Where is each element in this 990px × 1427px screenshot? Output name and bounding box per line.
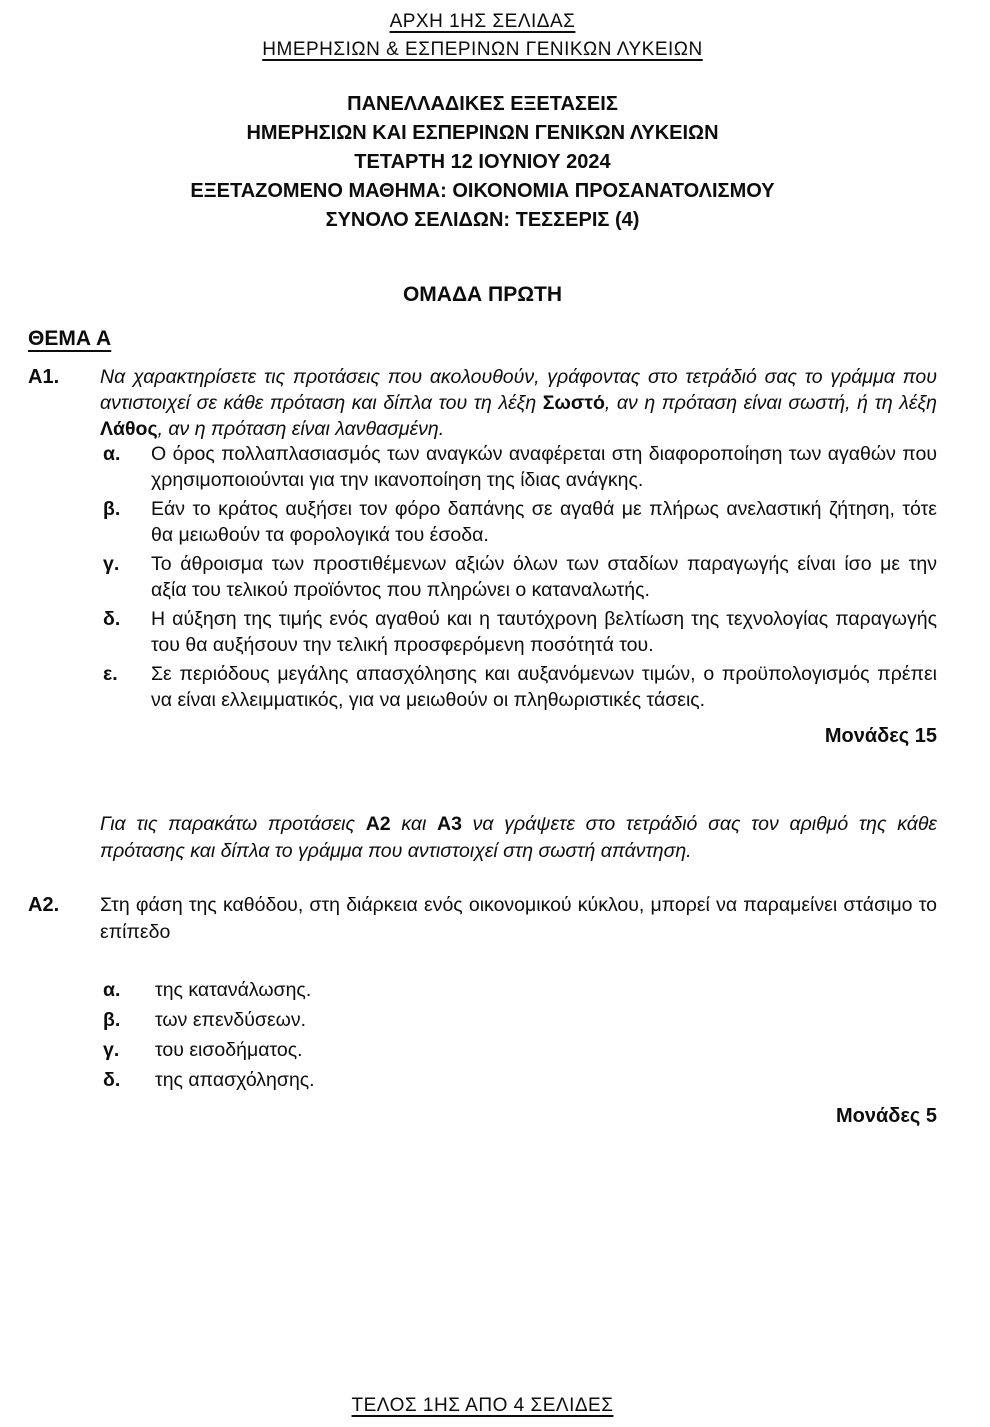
statement-d-marker: δ. [103,608,121,630]
option-b [103,1007,937,1033]
question-a1-body [100,364,937,717]
title-line-date: ΤΕΤΑΡΤΗ 12 ΙΟΥΝΙΟΥ 2024 [354,151,611,173]
option-c-marker: γ. [103,1039,120,1061]
page-footer: ΤΕΛΟΣ 1ΗΣ ΑΠΟ 4 ΣΕΛΙΔΕΣ [351,1395,614,1416]
option-c-text: του εισοδήματος. [155,1039,303,1061]
statement-e-marker: ε. [103,663,118,685]
word-lathos: Λάθος [100,418,158,440]
question-a1 [28,364,937,717]
option-d-marker: δ. [103,1069,121,1091]
word-sosto: Σωστό [542,392,605,414]
option-list [100,977,937,1097]
header-line-1: ΑΡΧΗ 1ΗΣ ΣΕΛΙΔΑΣ [389,11,576,32]
statement-a-text: Ο όρος πολλαπλασιασμός των αναγκών αναφέρεται στη διαφοροποίηση των αγαθών που χρησιμοποιούνται για την ικανοποίηση της ίδιας ανάγκης. [151,443,937,491]
theme-a-title: ΘΕΜΑ Α [28,327,112,350]
statement-c [103,552,937,603]
option-c [103,1037,937,1063]
points-a2: Μονάδες 5 [836,1105,937,1127]
question-a2-label: Α2. [28,894,60,916]
statement-a [103,442,937,493]
option-b-text: των επενδύσεων. [155,1009,307,1031]
question-a2 [28,892,937,946]
statement-a-marker: α. [103,443,121,465]
statement-b-text: Εάν το κράτος αυξήσει τον φόρο δαπάνης σε αγαθά με πλήρως ανελαστική ζήτηση, τότε θα μειωθούν τα φορολογικά του έσοδα. [151,498,937,546]
option-b-marker: β. [103,1009,121,1031]
question-a2-text: Στη φάση της καθόδου, στη διάρκεια ενός οικονομικού κύκλου, μπορεί να παραμείνει στάσιμο το επίπεδο [100,894,937,943]
title-line-pages: ΣΥΝΟΛΟ ΣΕΛΙΔΩΝ: ΤΕΣΣΕΡΙΣ (4) [325,209,640,231]
option-d [103,1067,937,1093]
option-d-text: της απασχόλησης. [155,1069,315,1091]
question-a1-label: Α1. [28,366,60,388]
statement-d [103,607,937,658]
statement-d-text: Η αύξηση της τιμής ενός αγαθού και η ταυτόχρονη βελτίωση της τεχνολογίας παραγωγής του θα αυξήσουν την τελική προσφερόμενη ποσότητά του. [151,608,937,656]
statement-e [103,662,937,713]
multiple-choice-instructions: Για τις παρακάτω προτάσεις Α2 και Α3 να γράψετε στο τετράδιό σας τον αριθμό της κάθε πρότασης και δίπλα το γράμμα που αντιστοιχεί στη σωστή απάντηση. [100,813,937,862]
exam-title-block [28,90,937,235]
question-a2-options-row [28,946,937,1097]
question-a1-intro: Να χαρακτηρίσετε τις προτάσεις που ακολουθούν, γράφοντας στο τετράδιό σας το γράμμα που αντιστοιχεί σε κάθε πρόταση και δίπλα του τη λέξη Σωστό, αν η πρόταση είναι σωστή, ή τη λέξη Λάθος, αν η πρόταση είναι λανθασμένη. [100,366,937,440]
group-title: ΟΜΑΔΑ ΠΡΩΤΗ [402,283,563,306]
ref-a2: Α2 [365,813,391,835]
statement-list [100,442,937,713]
statement-c-marker: γ. [103,553,120,575]
points-a1: Μονάδες 15 [824,725,937,747]
statement-b-marker: β. [103,498,121,520]
statement-e-text: Σε περιόδους μεγάλης απασχόλησης και αυξανόμενων τιμών, ο προϋπολογισμός πρέπει να είναι ελλειμματικός, για να μειωθούν οι πληθωριστικές τάσεις. [151,663,937,711]
header-line-2: ΗΜΕΡΗΣΙΩΝ & ΕΣΠΕΡΙΝΩΝ ΓΕΝΙΚΩΝ ΛΥΚΕΙΩΝ [262,39,703,60]
title-line-subject: ΕΞΕΤΑΖΟΜΕΝΟ ΜΑΘΗΜΑ: ΟΙΚΟΝΟΜΙΑ ΠΡΟΣΑΝΑΤΟΛΙΣΜΟΥ [190,180,775,202]
page-header [28,8,937,64]
ref-a3: Α3 [437,813,462,835]
statement-c-text: Το άθροισμα των προστιθέμενων αξιών όλων των σταδίων παραγωγής είναι ίσο με την αξία του τελικού προϊόντος που πληρώνει ο καταναλωτής. [151,553,937,601]
option-a [103,977,937,1003]
option-a-text: της κατανάλωσης. [155,979,312,1001]
title-line-schools: ΗΜΕΡΗΣΙΩΝ ΚΑΙ ΕΣΠΕΡΙΝΩΝ ΓΕΝΙΚΩΝ ΛΥΚΕΙΩΝ [246,122,719,144]
statement-b [103,497,937,548]
option-a-marker: α. [103,979,121,1001]
title-line-exams: ΠΑΝΕΛΛΑΔΙΚΕΣ ΕΞΕΤΑΣΕΙΣ [347,93,618,115]
